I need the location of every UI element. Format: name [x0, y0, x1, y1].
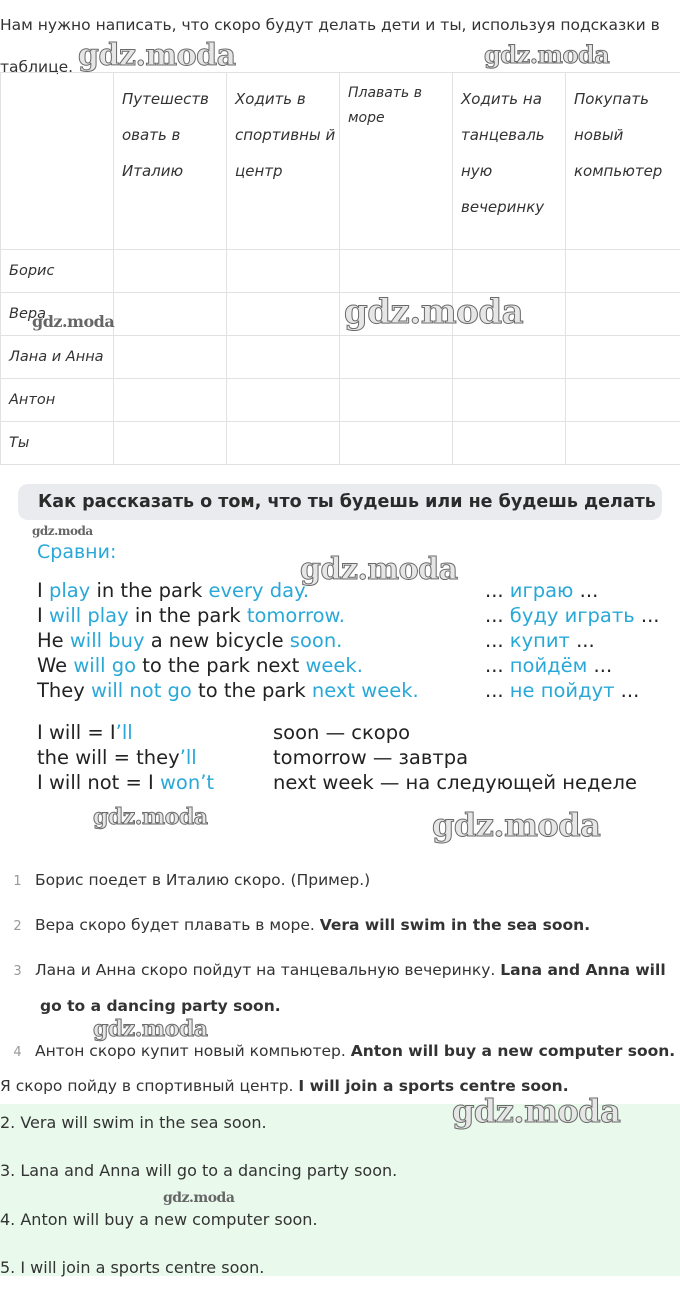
gloss-text: — скоро	[319, 721, 411, 744]
example-text: They	[37, 679, 92, 702]
task5-ru: Я скоро пойду в спортивный центр.	[0, 1077, 299, 1095]
translation-text: ...	[614, 679, 640, 702]
exercise-en: Lana and Anna will	[500, 961, 666, 979]
table-header-cell: Плавать в море	[340, 73, 453, 250]
translation-text: ...	[587, 654, 613, 677]
time-word-gloss	[273, 770, 637, 795]
table-header-cell: Путешеств овать в Италию	[114, 73, 227, 250]
gloss-highlight: soon	[273, 721, 320, 744]
example-text: in the park	[128, 604, 247, 627]
hint-table	[0, 72, 680, 465]
example-highlight: will play	[48, 604, 129, 627]
table-row	[1, 379, 680, 422]
example-translation	[485, 653, 612, 678]
table-row	[1, 422, 680, 465]
watermark: gdz.moda	[484, 40, 610, 69]
example-highlight: will not go	[91, 679, 192, 702]
watermark: gdz.moda	[32, 524, 93, 538]
row-label: Ты	[1, 422, 114, 465]
gloss-text: — завтра	[366, 746, 469, 769]
translation-text: ...	[634, 604, 660, 627]
table-corner-cell	[1, 73, 114, 250]
gloss-text: — на следующей неделе	[373, 771, 637, 794]
task3-continuation: go to a dancing party soon.	[40, 997, 281, 1015]
gloss-highlight: next week	[273, 771, 374, 794]
example-highlight: will go	[73, 654, 137, 677]
row-label: Борис	[1, 250, 114, 293]
answer-line: 4. Anton will buy a new computer soon.	[0, 1210, 318, 1229]
rule-highlight: won’t	[159, 771, 215, 794]
translation-text: ...	[485, 679, 510, 702]
example-translation	[485, 678, 639, 703]
contraction-rule	[37, 770, 214, 795]
example-highlight: play	[48, 579, 91, 602]
example-translation	[485, 628, 595, 653]
exercise-item	[0, 952, 680, 990]
intro-text: Нам нужно написать, что скоро будут делать дети и ты, используя подсказки в таблице.	[0, 16, 660, 76]
watermark: gdz.moda	[93, 804, 208, 830]
example-highlight: soon.	[289, 629, 343, 652]
example-text: in the park	[90, 579, 209, 602]
exercise-ru: Борис поедет в Италию скоро. (Пример.)	[35, 871, 371, 889]
exercise-ru: Лана и Анна скоро пойдут на танцевальную вечеринку.	[35, 961, 501, 979]
answer-line: 5. I will join a sports centre soon.	[0, 1258, 265, 1277]
translation-text: ...	[573, 579, 599, 602]
example-translation	[485, 578, 598, 603]
table-row	[1, 250, 680, 293]
compare-title: Сравни:	[37, 541, 117, 563]
exercise-ru: Вера скоро будет плавать в море.	[35, 916, 320, 934]
translation-text: ...	[485, 604, 510, 627]
watermark: gdz.moda	[163, 1190, 235, 1206]
exercise-number: 2	[13, 919, 22, 934]
gloss-highlight: tomorrow	[273, 746, 367, 769]
table-header-cell: Ходить в спортивны й центр	[227, 73, 340, 250]
table-row	[1, 336, 680, 379]
example-translation	[485, 603, 659, 628]
banner-title: Как рассказать о том, что ты будешь или не будешь делать	[38, 492, 656, 512]
table-header-cell: Ходить на танцеваль ную вечеринку	[453, 73, 566, 250]
watermark: gdz.moda	[93, 1016, 208, 1042]
translation-text: ...	[569, 629, 595, 652]
example-text: He	[37, 629, 70, 652]
time-word-gloss	[273, 720, 410, 745]
exercise-item	[0, 862, 680, 900]
exercise-number: 4	[13, 1045, 22, 1060]
rule-text: I will not = I	[37, 771, 160, 794]
example-text: to the park	[191, 679, 312, 702]
translation-highlight: пойдём	[509, 654, 588, 677]
translation-text: ...	[485, 629, 510, 652]
rule-text: I will = I	[37, 721, 116, 744]
row-label: Лана и Анна	[1, 336, 114, 379]
translation-text: ...	[485, 579, 510, 602]
exercise-number: 1	[13, 874, 22, 889]
grammar-banner	[18, 484, 662, 520]
example-text: I	[37, 579, 49, 602]
exercise-en: Anton will buy a new computer soon.	[350, 1042, 676, 1060]
exercise-item	[0, 907, 680, 945]
example-highlight: tomorrow.	[246, 604, 345, 627]
example-highlight: next week.	[311, 679, 419, 702]
example-text: to the park next	[136, 654, 306, 677]
watermark: gdz.moda	[78, 38, 236, 73]
translation-highlight: буду играть	[509, 604, 635, 627]
contraction-rule	[37, 745, 197, 770]
table-header-cell: Покупать новый компьютер	[566, 73, 680, 250]
translation-highlight: купит	[509, 629, 570, 652]
translation-text: ...	[485, 654, 510, 677]
watermark: gdz.moda	[432, 806, 601, 844]
exercise-number: 3	[13, 964, 22, 979]
task5-en: I will join a sports centre soon.	[298, 1077, 569, 1095]
row-label: Вера	[1, 293, 114, 336]
exercise-en: Vera will swim in the sea soon.	[319, 916, 591, 934]
row-label: Антон	[1, 379, 114, 422]
answer-line: 2. Vera will swim in the sea soon.	[0, 1113, 267, 1132]
table-header-row	[1, 73, 680, 250]
example-highlight: every day.	[208, 579, 310, 602]
translation-highlight: играю	[509, 579, 574, 602]
watermark: gdz.moda	[344, 292, 524, 332]
example-text: a new bicycle	[144, 629, 290, 652]
rule-highlight: ’ll	[179, 746, 197, 769]
rule-text: the will = they	[37, 746, 180, 769]
rule-highlight: ’ll	[115, 721, 133, 744]
example-text: I	[37, 604, 49, 627]
answer-line: 3. Lana and Anna will go to a dancing party soon.	[0, 1161, 398, 1180]
watermark: gdz.moda	[300, 552, 458, 587]
watermark: gdz.moda	[32, 312, 115, 331]
example-highlight: week.	[305, 654, 363, 677]
example-text: We	[37, 654, 74, 677]
watermark: gdz.moda	[452, 1092, 621, 1130]
contraction-rule	[37, 720, 133, 745]
example-highlight: will buy	[69, 629, 145, 652]
exercise-ru: Антон скоро купит новый компьютер.	[35, 1042, 351, 1060]
time-word-gloss	[273, 745, 468, 770]
translation-highlight: не пойдут	[509, 679, 615, 702]
